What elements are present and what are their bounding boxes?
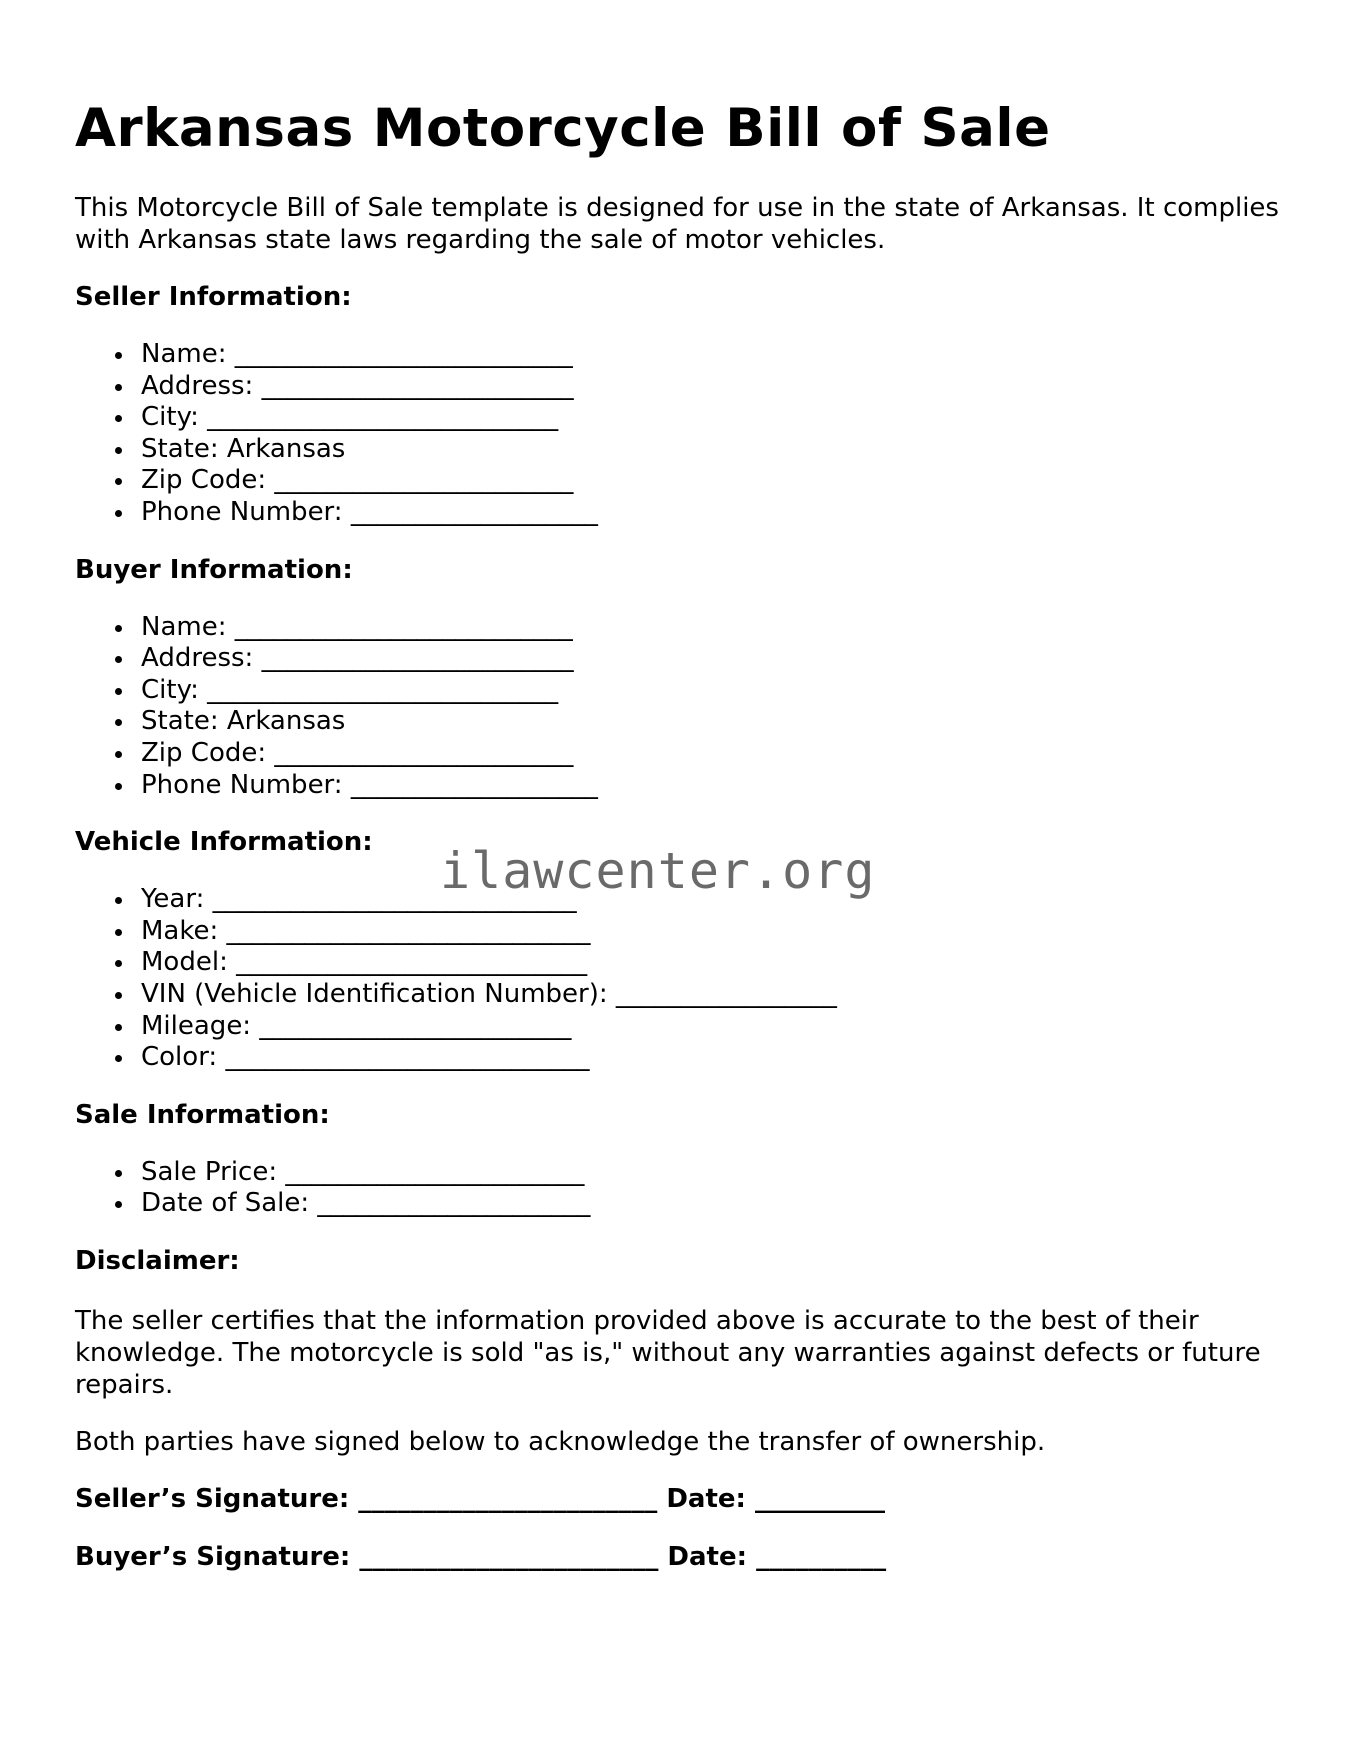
seller-heading: Seller Information: <box>75 282 352 312</box>
vehicle-color-field: Color: ____________________________ <box>115 1042 1295 1074</box>
buyer-address-field: Address: ________________________ <box>115 643 1295 675</box>
vehicle-mileage-field: Mileage: ________________________ <box>115 1011 1295 1043</box>
disclaimer-heading: Disclaimer: <box>75 1245 240 1276</box>
buyer-city-field: City: ___________________________ <box>115 675 1295 707</box>
document-page <box>75 0 1295 1573</box>
buyer-signature-line: Buyer’s Signature: _______________________ Date: __________ <box>75 1541 887 1572</box>
buyer-state-field: State: Arkansas <box>115 706 1295 738</box>
sale-list <box>75 1157 1295 1220</box>
seller-state-field: State: Arkansas <box>115 434 1295 466</box>
vehicle-year-field: Year: ____________________________ <box>115 884 1295 916</box>
intro-paragraph: This Motorcycle Bill of Sale template is designed for use in the state of Arkansas. It complies with Arkansas state laws regarding the sale of motor vehicles. <box>75 193 1279 255</box>
seller-phone-field: Phone Number: ___________________ <box>115 497 1295 529</box>
acknowledgement-paragraph: Both parties have signed below to acknowledge the transfer of ownership. <box>75 1426 1046 1457</box>
vehicle-make-field: Make: ____________________________ <box>115 916 1295 948</box>
watermark-text: ilawcenter.org <box>440 842 876 900</box>
seller-city-field: City: ___________________________ <box>115 402 1295 434</box>
buyer-list <box>75 612 1295 802</box>
seller-name-field: Name: __________________________ <box>115 339 1295 371</box>
vehicle-vin-field: VIN (Vehicle Identification Number): _________________ <box>115 979 1295 1011</box>
document-title: Arkansas Motorcycle Bill of Sale <box>75 98 1051 159</box>
sale-price-field: Sale Price: _______________________ <box>115 1157 1295 1189</box>
seller-list <box>75 339 1295 529</box>
buyer-heading: Buyer Information: <box>75 554 353 585</box>
vehicle-heading: Vehicle Information: <box>75 827 373 858</box>
seller-address-field: Address: ________________________ <box>115 371 1295 403</box>
sale-date-field: Date of Sale: _____________________ <box>115 1188 1295 1220</box>
vehicle-list <box>75 884 1295 1074</box>
buyer-name-field: Name: __________________________ <box>115 612 1295 644</box>
buyer-phone-field: Phone Number: ___________________ <box>115 770 1295 802</box>
vehicle-model-field: Model: ___________________________ <box>115 947 1295 979</box>
buyer-zip-field: Zip Code: _______________________ <box>115 738 1295 770</box>
seller-zip-field: Zip Code: _______________________ <box>115 465 1295 497</box>
sale-heading: Sale Information: <box>75 1099 330 1130</box>
seller-signature-line: Seller’s Signature: _______________________ Date: __________ <box>75 1483 885 1514</box>
disclaimer-paragraph: The seller certifies that the information provided above is accurate to the best of their knowledge. The motorcycle is sold "as is," without any warranties against defects or future repairs. <box>75 1305 1261 1400</box>
